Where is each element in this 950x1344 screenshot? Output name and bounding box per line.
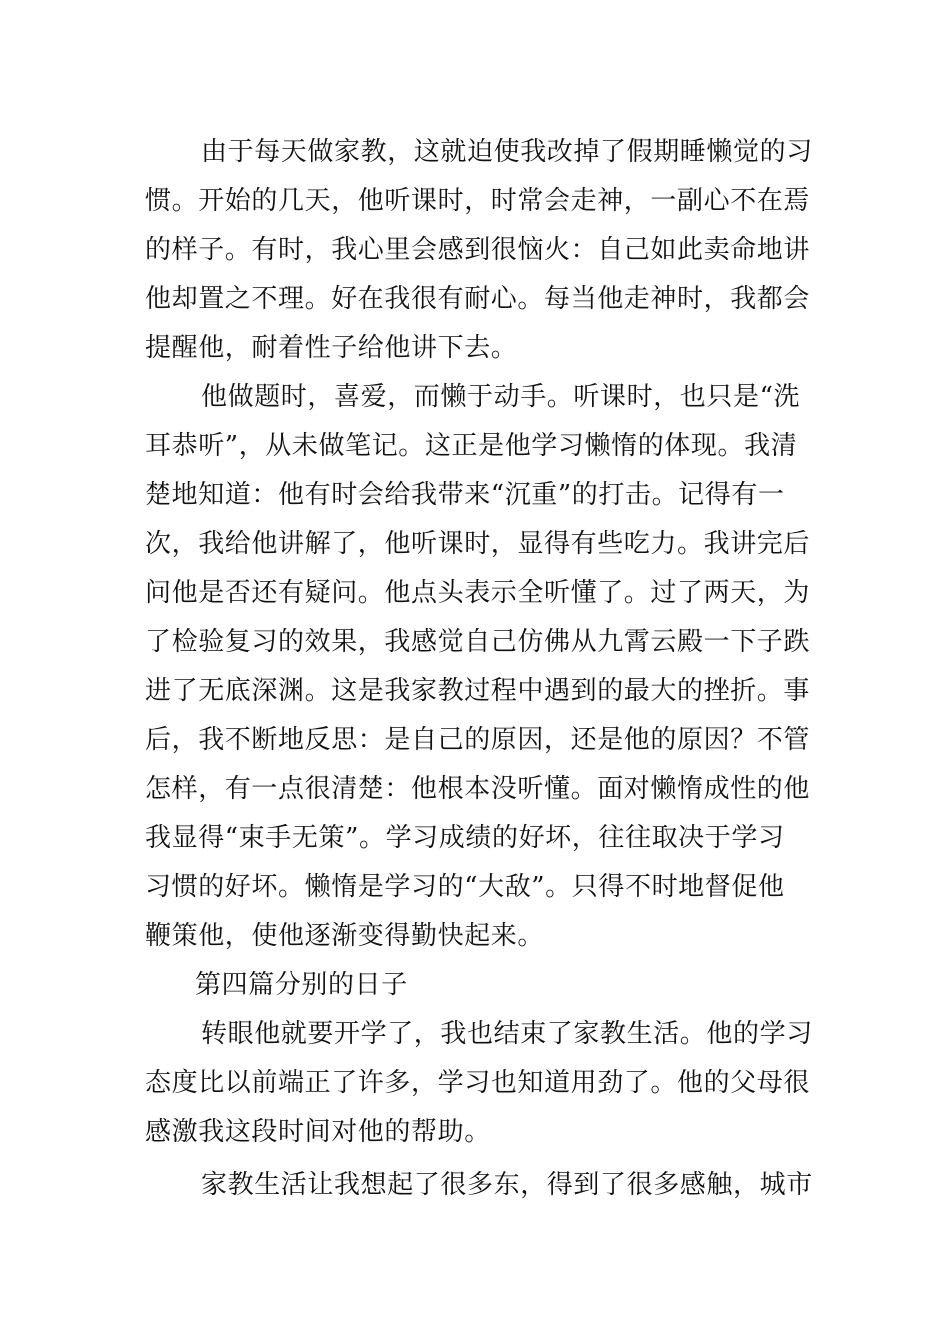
paragraph-2-line-1: 他做题时，喜爱，而懒于动手。听课时，也只是“洗 (201, 382, 801, 412)
document-body (145, 128, 813, 1210)
paragraph-2-line-9: 怎样，有一点很清楚：他根本没听懂。面对懒惰成性的他 (145, 774, 811, 804)
paragraph-4-line-1: 家教生活让我想起了很多东，得到了很多感触，城市 (201, 1170, 813, 1200)
paragraph-1-line-4: 他却置之不理。好在我很有耐心。每当他走神时，我都会 (145, 284, 811, 314)
paragraph-2-line-3: 楚地知道：他有时会给我带来“沉重”的打击。记得有一 (145, 480, 785, 510)
paragraph-2-line-2: 耳恭听”，从未做笔记。这正是他学习懒惰的体现。我清 (145, 431, 798, 461)
paragraph-2-line-7: 进了无底深渊。这是我家教过程中遇到的最大的挫折。事 (145, 676, 811, 706)
paragraph-2-line-10: 我显得“束手无策”。学习成绩的好坏，往往取决于学习 (145, 823, 785, 853)
paragraph-2-line-12: 鞭策他，使他逐渐变得勤快起来。 (145, 921, 545, 951)
paragraph-3-line-3: 感激我这段时间对他的帮助。 (145, 1117, 491, 1147)
paragraph-1-line-2: 惯。开始的几天，他听课时，时常会走神，一副心不在焉 (145, 186, 811, 216)
section-heading: 第四篇分别的日子 (195, 970, 408, 1000)
paragraph-2-line-5: 问他是否还有疑问。他点头表示全听懂了。过了两天，为 (145, 578, 811, 608)
paragraph-2-line-8: 后，我不断地反思：是自己的原因，还是他的原因？不管 (145, 725, 811, 755)
paragraph-2-line-4: 次，我给他讲解了，他听课时，显得有些吃力。我讲完后 (145, 529, 811, 559)
paragraph-2-line-6: 了检验复习的效果，我感觉自己仿佛从九霄云殿一下子跌 (145, 627, 811, 657)
paragraph-3-line-2: 态度比以前端正了许多，学习也知道用劲了。他的父母很 (145, 1068, 811, 1098)
paragraph-1-line-3: 的样子。有时，我心里会感到很恼火：自己如此卖命地讲 (145, 235, 811, 265)
paragraph-2-line-11: 习惯的好坏。懒惰是学习的“大敌”。只得不时地督促他 (145, 872, 785, 902)
paragraph-1-line-1: 由于每天做家教，这就迫使我改掉了假期睡懒觉的习 (201, 137, 813, 167)
paragraph-1-line-5: 提醒他，耐着性子给他讲下去。 (145, 333, 518, 363)
paragraph-3-line-1: 转眼他就要开学了，我也结束了家教生活。他的学习 (201, 1019, 813, 1049)
